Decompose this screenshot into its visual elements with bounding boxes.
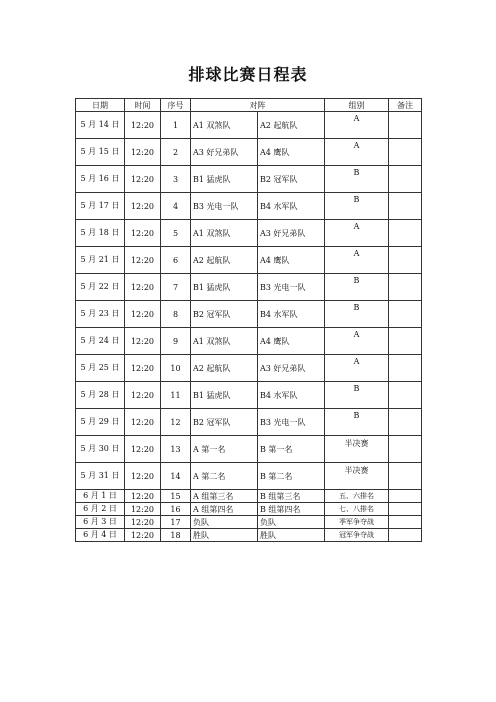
table-row [76,166,422,193]
date-cell: 6 月 2 日 [76,503,125,516]
number-cell: 11 [161,382,191,409]
table-row [76,220,422,247]
team1-cell: A1 双煞队 [191,220,258,247]
team2-cell: B 组第三名 [258,490,325,503]
team1-cell: A 第一名 [191,436,258,463]
team2-cell: B4 水军队 [258,301,325,328]
header-no: 序号 [161,99,191,112]
table-row [76,328,422,355]
number-cell: 6 [161,247,191,274]
team1-cell: A2 起航队 [191,247,258,274]
team1-cell: B3 光电一队 [191,193,258,220]
number-cell: 14 [161,463,191,490]
date-cell: 6 月 3 日 [76,516,125,529]
date-cell: 6 月 4 日 [76,529,125,542]
team1-cell: 负队 [191,516,258,529]
table-row [76,139,422,166]
note-cell [389,112,422,139]
number-cell: 8 [161,301,191,328]
number-cell: 13 [161,436,191,463]
table-row [76,463,422,490]
time-cell: 12:20 [125,463,161,490]
note-cell [389,193,422,220]
group-cell: A [325,355,389,382]
note-cell [389,166,422,193]
team1-cell: A1 双煞队 [191,112,258,139]
team1-cell: B2 冠军队 [191,301,258,328]
team1-cell: A 组第三名 [191,490,258,503]
group-cell: A [325,328,389,355]
group-cell: B [325,409,389,436]
team2-cell: 胜队 [258,529,325,542]
team1-cell: B1 猛虎队 [191,166,258,193]
number-cell: 1 [161,112,191,139]
group-cell: 五、六排名 [325,490,389,503]
table-row [76,436,422,463]
date-cell: 5 月 28 日 [76,382,125,409]
header-group: 组别 [325,99,389,112]
group-cell: B [325,382,389,409]
team2-cell: A4 鹰队 [258,247,325,274]
group-cell: 半决赛 [325,436,389,463]
team2-cell: A3 好兄弟队 [258,355,325,382]
team1-cell: A2 起航队 [191,355,258,382]
note-cell [389,463,422,490]
team2-cell: B2 冠军队 [258,166,325,193]
date-cell: 5 月 23 日 [76,301,125,328]
time-cell: 12:20 [125,166,161,193]
group-cell: B [325,193,389,220]
note-cell [389,328,422,355]
date-cell: 5 月 15 日 [76,139,125,166]
date-cell: 5 月 29 日 [76,409,125,436]
table-row [76,490,422,503]
header-note: 备注 [389,99,422,112]
date-cell: 5 月 25 日 [76,355,125,382]
team2-cell: B 第二名 [258,463,325,490]
team2-cell: 负队 [258,516,325,529]
note-cell [389,382,422,409]
date-cell: 5 月 30 日 [76,436,125,463]
table-row [76,112,422,139]
team2-cell: A2 起航队 [258,112,325,139]
time-cell: 12:20 [125,503,161,516]
time-cell: 12:20 [125,490,161,503]
schedule-table [75,98,422,542]
group-cell: 七、八排名 [325,503,389,516]
team1-cell: B1 猛虎队 [191,382,258,409]
note-cell [389,503,422,516]
time-cell: 12:20 [125,328,161,355]
team2-cell: B 第一名 [258,436,325,463]
date-cell: 5 月 21 日 [76,247,125,274]
group-cell: 季军争夺战 [325,516,389,529]
date-cell: 5 月 14 日 [76,112,125,139]
table-row [76,274,422,301]
number-cell: 4 [161,193,191,220]
number-cell: 7 [161,274,191,301]
time-cell: 12:20 [125,529,161,542]
note-cell [389,490,422,503]
number-cell: 12 [161,409,191,436]
team1-cell: 胜队 [191,529,258,542]
date-cell: 5 月 24 日 [76,328,125,355]
time-cell: 12:20 [125,112,161,139]
number-cell: 2 [161,139,191,166]
table-row [76,193,422,220]
time-cell: 12:20 [125,247,161,274]
header-match: 对阵 [191,99,325,112]
table-row [76,355,422,382]
table-row [76,382,422,409]
note-cell [389,247,422,274]
team1-cell: A 第二名 [191,463,258,490]
group-cell: A [325,247,389,274]
note-cell [389,529,422,542]
group-cell: B [325,301,389,328]
note-cell [389,220,422,247]
note-cell [389,139,422,166]
note-cell [389,355,422,382]
date-cell: 5 月 18 日 [76,220,125,247]
table-row [76,529,422,542]
time-cell: 12:20 [125,220,161,247]
group-cell: A [325,139,389,166]
date-cell: 5 月 31 日 [76,463,125,490]
team2-cell: B3 光电一队 [258,274,325,301]
date-cell: 5 月 16 日 [76,166,125,193]
table-row [76,301,422,328]
note-cell [389,301,422,328]
table-row [76,409,422,436]
number-cell: 5 [161,220,191,247]
note-cell [389,516,422,529]
date-cell: 5 月 22 日 [76,274,125,301]
team2-cell: A3 好兄弟队 [258,220,325,247]
number-cell: 9 [161,328,191,355]
number-cell: 16 [161,503,191,516]
team2-cell: B4 水军队 [258,382,325,409]
time-cell: 12:20 [125,436,161,463]
page-title: 排球比赛日程表 [188,65,308,84]
note-cell [389,436,422,463]
team2-cell: B4 水军队 [258,193,325,220]
time-cell: 12:20 [125,139,161,166]
header-row [76,99,422,112]
table-row [76,516,422,529]
number-cell: 10 [161,355,191,382]
group-cell: A [325,112,389,139]
team2-cell: B3 光电一队 [258,409,325,436]
team2-cell: A4 鹰队 [258,139,325,166]
number-cell: 18 [161,529,191,542]
group-cell: 冠军争夺战 [325,529,389,542]
table-row [76,247,422,274]
date-cell: 6 月 1 日 [76,490,125,503]
team2-cell: A4 鹰队 [258,328,325,355]
number-cell: 15 [161,490,191,503]
team1-cell: A3 好兄弟队 [191,139,258,166]
group-cell: 半决赛 [325,463,389,490]
note-cell [389,274,422,301]
time-cell: 12:20 [125,274,161,301]
header-date: 日期 [76,99,125,112]
time-cell: 12:20 [125,355,161,382]
group-cell: B [325,274,389,301]
team1-cell: A1 双煞队 [191,328,258,355]
number-cell: 3 [161,166,191,193]
group-cell: B [325,166,389,193]
team1-cell: B1 猛虎队 [191,274,258,301]
time-cell: 12:20 [125,516,161,529]
header-time: 时间 [125,99,161,112]
time-cell: 12:20 [125,382,161,409]
team2-cell: B 组第四名 [258,503,325,516]
number-cell: 17 [161,516,191,529]
time-cell: 12:20 [125,409,161,436]
time-cell: 12:20 [125,301,161,328]
group-cell: A [325,220,389,247]
table-row [76,503,422,516]
date-cell: 5 月 17 日 [76,193,125,220]
team1-cell: A 组第四名 [191,503,258,516]
team1-cell: B2 冠军队 [191,409,258,436]
time-cell: 12:20 [125,193,161,220]
note-cell [389,409,422,436]
